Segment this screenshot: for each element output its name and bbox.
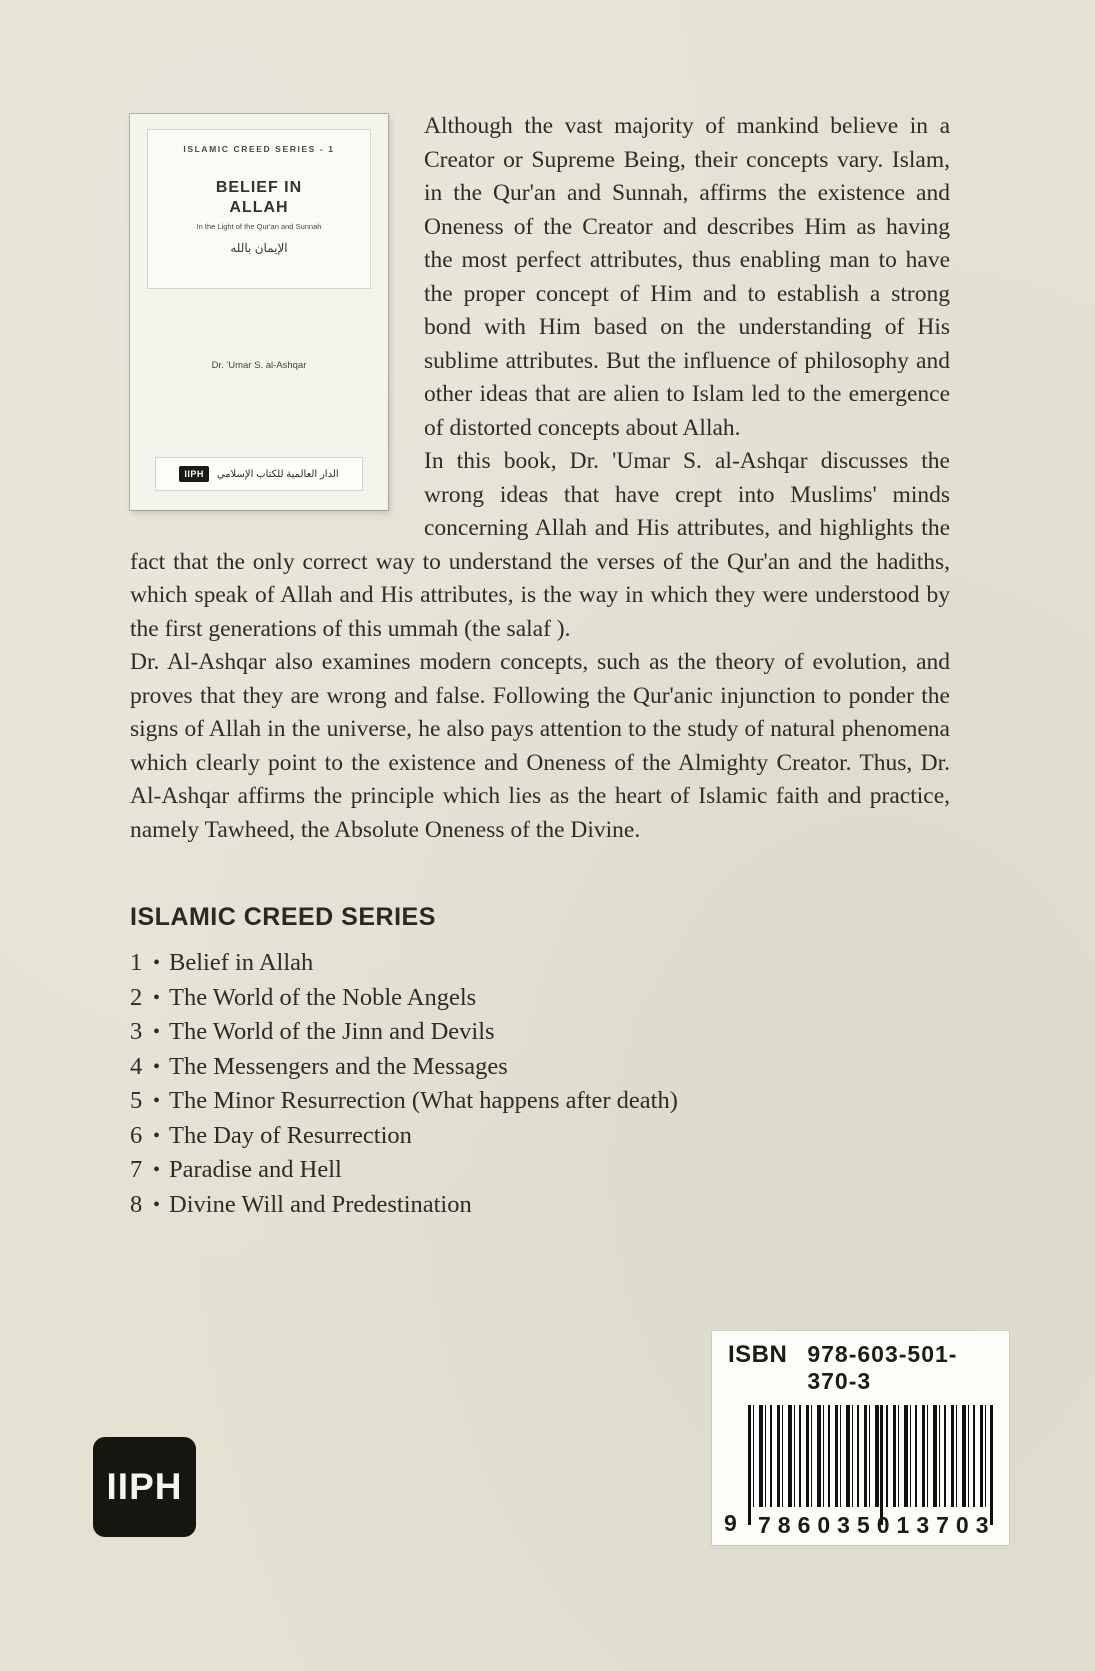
blurb-paragraph-3: Dr. Al-Ashqar also examines modern concepts, such as the theory of evolution, and proves that they are wrong and false. Following the Qur'anic injunction to ponder the signs of Allah in the universe, he also pays attention to the study of natural phenomena which clearly point to the existence and Oneness of the Almighty Creator. Thus, Dr. Al-Ashqar affirms the principle which lies as the heart of Islamic faith and practice, namely Tawheed, the Absolute Oneness of the Divine. [130, 649, 950, 843]
thumbnail-publisher-strip [156, 458, 362, 490]
thumbnail-title [148, 178, 370, 218]
thumbnail-publisher-logo: IIPH [179, 466, 209, 482]
barcode-bars-icon [748, 1405, 993, 1507]
barcode-guard-left [748, 1405, 751, 1525]
series-item-number: 5 [130, 1087, 143, 1114]
bullet-icon: • [153, 1021, 161, 1043]
series-item-title: Divine Will and Predestination [169, 1190, 472, 1218]
list-item [130, 1050, 950, 1085]
bullet-icon: • [153, 1124, 161, 1147]
series-item-title: The Minor Resurrection (What happens after death) [169, 1087, 678, 1114]
series-list [130, 946, 950, 1222]
series-item-title: The Messengers and the Messages [169, 1052, 508, 1080]
isbn-row [722, 1339, 999, 1405]
series-item-number: 7 [130, 1156, 143, 1183]
barcode-guard-right [990, 1405, 993, 1525]
list-item [130, 946, 950, 981]
back-cover-content [130, 110, 950, 1222]
thumbnail-author: Dr. 'Umar S. al-Ashqar [211, 360, 307, 371]
series-item-title: The Day of Resurrection [169, 1121, 412, 1149]
bullet-icon: • [153, 986, 161, 1009]
isbn-barcode-block [712, 1331, 1009, 1545]
bullet-icon: • [153, 1055, 161, 1078]
thumbnail-title-line1: BELIEF IN [215, 179, 303, 196]
series-item-number: 4 [130, 1052, 143, 1080]
series-item-title: The World of the Noble Angels [169, 983, 477, 1011]
series-item-number: 2 [130, 983, 143, 1011]
series-heading: ISLAMIC CREED SERIES [130, 903, 436, 931]
series-item-title: Belief in Allah [169, 949, 314, 976]
barcode-digits [758, 1512, 996, 1539]
barcode [722, 1405, 999, 1539]
series-item-number: 8 [130, 1190, 143, 1218]
front-cover-thumbnail [130, 114, 388, 510]
thumbnail-series-label: ISLAMIC CREED SERIES - 1 [183, 144, 335, 154]
thumbnail-title-panel [148, 130, 370, 288]
barcode-guard-middle [880, 1405, 883, 1525]
barcode-digits-left: 786035 [758, 1512, 877, 1538]
series-item-number: 1 [130, 949, 143, 976]
bullet-icon: • [153, 1193, 161, 1216]
series-item-number: 6 [130, 1121, 143, 1149]
blurb-paragraph-2: In this book, Dr. 'Umar S. al-Ashqar discusses the wrong ideas that have crept into Muslims' minds concerning Allah and His attributes, and highlights the fact that the only correct way to understand the verses of the Qur'an and the hadiths, which speak of Allah and His attributes, is the way in which they were understood by the first generations of this ummah (the salaf ). [130, 448, 950, 642]
list-item [130, 1015, 950, 1050]
thumbnail-publisher-arabic: الدار العالمية للكتاب الإسلامي [216, 468, 339, 480]
series-item-title: Paradise and Hell [169, 1156, 342, 1183]
barcode-digits-right: 013703 [876, 1512, 996, 1538]
list-item [130, 1188, 950, 1223]
bullet-icon: • [153, 1090, 161, 1112]
barcode-digit-first: 9 [724, 1510, 737, 1536]
blurb-paragraph-1: Although the vast majority of mankind believe in a Creator or Supreme Being, their concepts vary. Islam, in the Qur'an and Sunnah, affirms the existence and Oneness of the Creator and describes Him as having the most perfect attributes, thus enabling man to have the proper concept of Him and to establish a strong bond with Him based on the understanding of His sublime attributes. But the influence of philosophy and other ideas that are alien to Islam led to the emergence of distorted concepts about Allah. [424, 113, 950, 441]
series-section [130, 903, 950, 1222]
list-item [130, 1119, 950, 1154]
isbn-number: 978-603-501-370-3 [807, 1341, 958, 1394]
list-item [130, 1153, 950, 1188]
thumbnail-title-line2: ALLAH [229, 199, 289, 216]
series-item-title: The World of the Jinn and Devils [169, 1018, 495, 1045]
series-item-number: 3 [130, 1018, 143, 1045]
publisher-logo [93, 1437, 196, 1537]
list-item [130, 981, 950, 1016]
thumbnail-arabic-title: الإيمان بالله [230, 241, 288, 255]
isbn-label: ISBN [728, 1341, 788, 1368]
bullet-icon: • [153, 952, 161, 974]
publisher-logo-text: IIPH [106, 1466, 183, 1507]
list-item [130, 1084, 950, 1119]
bullet-icon: • [153, 1159, 161, 1181]
thumbnail-subtitle: In the Light of the Qur'an and Sunnah [196, 222, 322, 231]
